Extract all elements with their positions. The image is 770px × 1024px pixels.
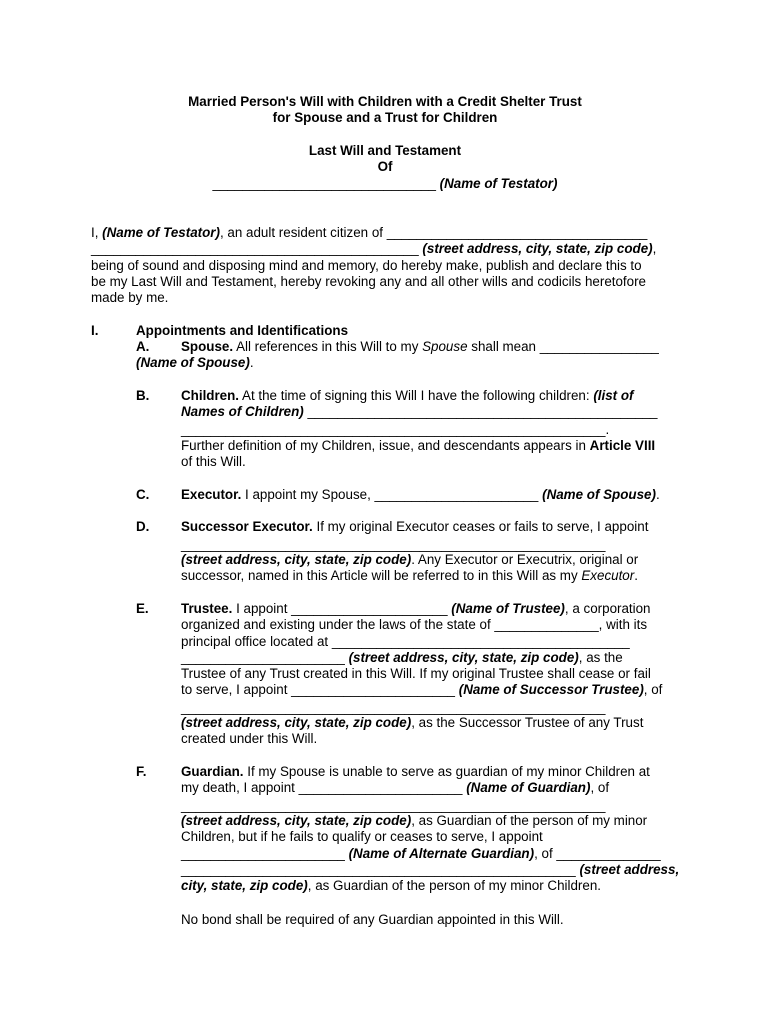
section-c-letter: C.	[136, 487, 150, 502]
successor-executor-heading: Successor Executor.	[181, 519, 313, 534]
executor-text: I appoint my Spouse, ______________________	[241, 487, 543, 502]
section-b-line-1	[181, 388, 634, 404]
executor-spouse-label: (Name of Spouse)	[542, 487, 656, 502]
children-heading: Children.	[181, 388, 240, 403]
spouse-label: (Name of Spouse)	[136, 355, 250, 370]
section-f-line-8	[181, 878, 601, 894]
intro-line-2	[91, 241, 656, 257]
successor-trustee-label: (Name of Successor Trustee)	[458, 682, 644, 697]
section-f-line-5: Children, but if he fails to qualify or ceases to serve, I appoint	[181, 829, 543, 844]
section-e-line-9: created under this Will.	[181, 731, 318, 746]
intro-address-label: (street address, city, state, zip code)	[422, 241, 653, 256]
section-b-line-2	[181, 404, 658, 420]
guardian-address-label: (street address, city, state, zip code)	[181, 813, 412, 828]
executor-period: .	[655, 487, 660, 502]
section-e-letter: E.	[136, 601, 149, 616]
spouse-text-1: All references in this Will to my	[233, 339, 423, 354]
intro-comma: ,	[652, 241, 657, 256]
title-line-1: Married Person's Will with Children with a Credit Shelter Trust	[188, 94, 582, 109]
intro-line-4: be my Last Will and Testament, hereby revoking any and all other wills and codicils heretofore	[91, 274, 647, 289]
section-d-letter: D.	[136, 519, 150, 534]
trustee-text-1: I appoint _____________________	[232, 601, 452, 616]
guardian-text-1: If my Spouse is unable to serve as guardian of my minor Children at	[243, 764, 650, 779]
intro-line-3: being of sound and disposing mind and memory, do hereby make, publish and declare this to	[91, 258, 642, 273]
section-e-line-4	[181, 650, 623, 666]
section-d-line-2: _________________________________________________________	[181, 537, 606, 552]
spouse-heading: Spouse.	[181, 339, 234, 354]
trustee-text-4b: , as the	[578, 650, 623, 665]
section-e-line-5: Trustee of any Trust created in this Will. If my original Trustee shall cease or fail	[181, 666, 651, 681]
successor-trustee-of: , of	[643, 682, 663, 697]
article-number: I.	[91, 323, 99, 338]
intro-after-name: , an adult resident citizen of ___________________________________	[219, 225, 648, 240]
spouse-text-2: shall mean ________________	[467, 339, 659, 354]
successor-trustee-text: to serve, I appoint ______________________	[181, 682, 459, 697]
alternate-guardian-address-label-2: city, state, zip code)	[181, 878, 308, 893]
section-e-line-7: _________________________________________________________	[181, 700, 606, 715]
successor-executor-address-label: (street address, city, state, zip code)	[181, 552, 412, 567]
trustee-text-1b: , a corporation	[564, 601, 651, 616]
intro-line-5: made by me.	[91, 290, 169, 305]
section-f-line-3: _________________________________________________________	[181, 798, 606, 813]
section-e-line-3: principal office located at ________________________________________	[181, 634, 630, 649]
trustee-name-label: (Name of Trustee)	[451, 601, 565, 616]
spouse-period: .	[249, 355, 254, 370]
title-line-3: Last Will and Testament	[308, 143, 462, 158]
trustee-blank: ______________________	[181, 650, 349, 665]
section-e-line-6	[181, 682, 662, 698]
successor-executor-text-3: successor, named in this Article will be referred to in this Will as my	[181, 568, 582, 583]
alternate-guardian-blank: ______________________	[181, 846, 349, 861]
section-e-line-2: organized and existing under the laws of the state of ______________, with its	[181, 617, 648, 632]
article-heading: Appointments and Identifications	[136, 323, 349, 338]
section-b-line-3: _________________________________________________________.	[181, 422, 610, 437]
section-a-line-1	[181, 339, 659, 355]
children-blank-1: _______________________________________________	[303, 404, 658, 419]
section-d-line-4	[181, 568, 638, 584]
alternate-guardian-label: (Name of Alternate Guardian)	[348, 846, 535, 861]
section-f-line-4	[181, 813, 647, 829]
intro-i: I,	[91, 225, 103, 240]
title-line-2: for Spouse and a Trust for Children	[272, 110, 498, 125]
section-f-line-6	[181, 846, 661, 862]
successor-executor-text: If my original Executor ceases or fails to serve, I appoint	[312, 519, 649, 534]
guardian-of: , of	[590, 780, 610, 795]
successor-executor-text-2: . Any Executor or Executrix, original or	[411, 552, 639, 567]
section-e-line-1	[181, 601, 651, 617]
section-f-line-2	[181, 780, 609, 796]
children-label-2: Names of Children)	[181, 404, 304, 419]
successor-trustee-address-label: (street address, city, state, zip code)	[181, 715, 412, 730]
section-c-line-1	[181, 487, 660, 503]
children-label-1: (list of	[593, 388, 634, 403]
alternate-guardian-text-8b: , as Guardian of the person of my minor Children.	[307, 878, 601, 893]
intro-line-1	[91, 225, 647, 241]
section-b-line-4	[181, 438, 655, 454]
guardian-heading: Guardian.	[181, 764, 244, 779]
alternate-guardian-address-label-1: (street address,	[579, 862, 680, 877]
section-a-line-2	[136, 355, 254, 371]
alternate-guardian-address-blank: _____________________________________________________	[181, 862, 580, 877]
trustee-heading: Trustee.	[181, 601, 233, 616]
guardian-text-2a: my death, I appoint ______________________	[181, 780, 467, 795]
intro-blank: ____________________________________________	[91, 241, 423, 256]
testator-blank: ______________________________	[212, 176, 436, 191]
guardian-text-4b: , as Guardian of the person of my minor	[411, 813, 648, 828]
trustee-address-label: (street address, city, state, zip code)	[348, 650, 579, 665]
executor-heading: Executor.	[181, 487, 242, 502]
section-f-letter: F.	[136, 764, 147, 779]
section-f-line-1	[181, 764, 650, 780]
guardian-name-label: (Name of Guardian)	[466, 780, 591, 795]
section-a-letter: A.	[136, 339, 150, 354]
children-text-1: At the time of signing this Will I have the following children:	[239, 388, 594, 403]
intro-name-label: (Name of Testator)	[102, 225, 220, 240]
guardian-bond-line: No bond shall be required of any Guardian appointed in this Will.	[181, 912, 564, 927]
children-further-def: Further definition of my Children, issue, and descendants appears in	[181, 438, 590, 453]
article-viii-ref: Article VIII	[589, 438, 656, 453]
alternate-guardian-of: , of ______________	[534, 846, 661, 861]
testator-label: (Name of Testator)	[439, 176, 558, 191]
section-f-line-7	[181, 862, 679, 878]
testator-name-line	[0, 176, 770, 192]
spouse-word: Spouse	[422, 339, 468, 354]
successor-executor-period: .	[634, 568, 638, 583]
section-b-letter: B.	[136, 388, 150, 403]
section-e-line-8	[181, 715, 643, 731]
executor-word: Executor	[581, 568, 635, 583]
section-b-line-5: of this Will.	[181, 454, 246, 469]
title-line-4: Of	[377, 159, 393, 174]
successor-trustee-text-8b: , as the Successor Trustee of any Trust	[411, 715, 644, 730]
section-d-line-1	[181, 519, 648, 535]
section-d-line-3	[181, 552, 638, 568]
